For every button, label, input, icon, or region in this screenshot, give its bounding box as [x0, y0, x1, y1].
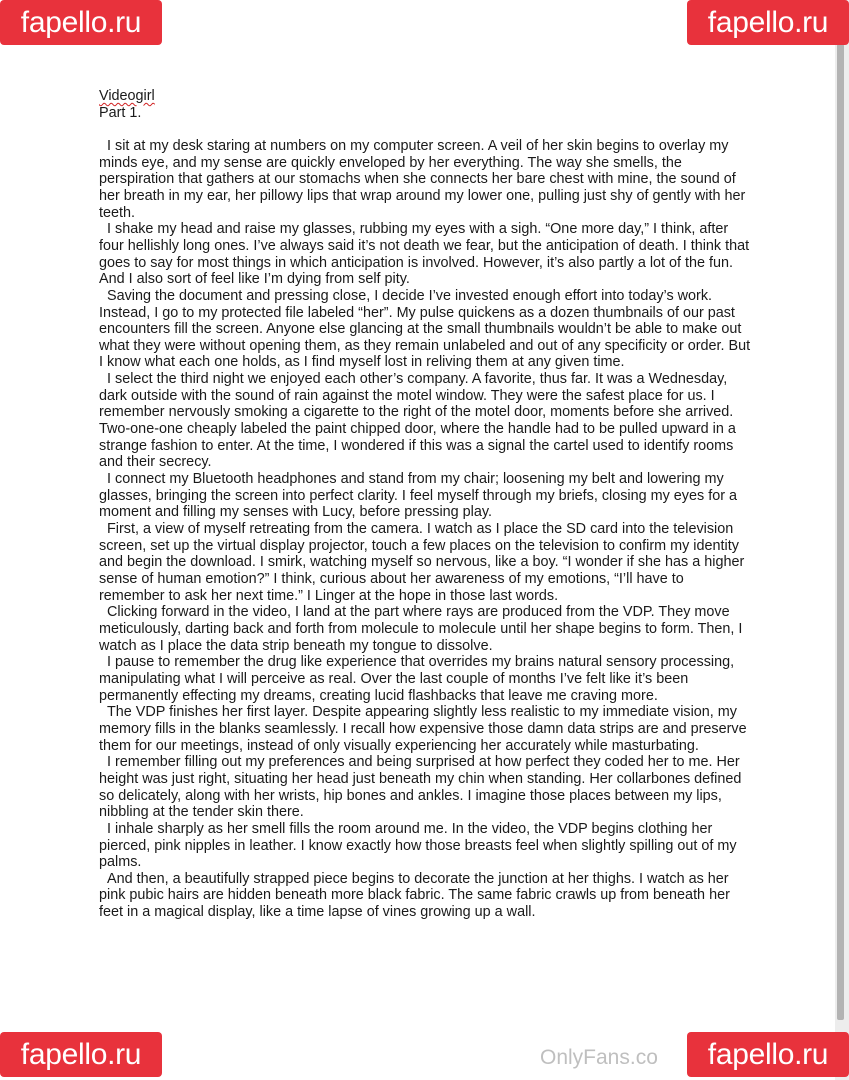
paragraph: I connect my Bluetooth headphones and stand from my chair; loosening my belt and lowering my glasses, bringing the screen into perfect clarity. I feel myself through my briefs, closing my eyes for a moment and filling my senses with Lucy, before pressing play.: [99, 471, 737, 521]
paragraph: I shake my head and raise my glasses, rubbing my eyes with a sigh. “One more day,” I think, after four hellishly long ones. I’ve always said it’s not death we fear, but the anticipation of death. I think that goes to say for most things in which anticipation is involved. However, it’s also partly a lot of the fun. And I also sort of feel like I’m dying from self pity.: [99, 221, 750, 288]
paragraph: First, a view of myself retreating from the camera. I watch as I place the SD card into the television screen, set up the virtual display projector, touch a few places on the television to confirm my identity and begin the download. I smirk, watching myself so nervous, like a boy. “I wonder if she has a higher sense of human emotion?” I think, curious about her awareness of my emotions, “I’ll have to remember to ask her next time.” I Linger at the hope in those last words.: [99, 521, 745, 604]
paragraph: I sit at my desk staring at numbers on my computer screen. A veil of her skin begins to overlay my minds eye, and my sense are quickly enveloped by her everything. The way she smells, the perspiration that gathers at our stomachs when she connects her bare chest with mine, the sound of her breath in my ear, her pillowy lips that wrap around my lower one, pulling just shy of gently with her teeth.: [99, 137, 746, 221]
paragraph: Saving the document and pressing close, I decide I’ve invested enough effort into today’s work. Instead, I go to my protected file labeled “her”. My pulse quickens as a dozen thumbnails of our past encounters fill the screen. Anyone else glancing at the small thumbnails wouldn’t be able to make out what they were without opening them, as they remain unlabeled and out of any specificity or order. But I know what each one holds, as I find myself lost in reliving them at any given time.: [99, 287, 751, 371]
document-subtitle: Part 1.: [99, 104, 142, 121]
watermark-top-right: fapello.ru: [687, 0, 849, 45]
document-title: Videogirl: [99, 88, 155, 104]
onlyfans-watermark: OnlyFans.co: [540, 1046, 658, 1069]
paragraph: I inhale sharply as her smell fills the room around me. In the video, the VDP begins clothing her pierced, pink nipples in leather. I know exactly how those breasts feel when slightly spilling out of my palms.: [99, 820, 737, 871]
document-page: [99, 88, 753, 921]
scrollbar-track[interactable]: [835, 0, 849, 1080]
watermark-top-left: fapello.ru: [0, 0, 162, 45]
paragraph: And then, a beautifully strapped piece begins to decorate the junction at her thighs. I watch as her pink pubic hairs are hidden beneath more black fabric. The same fabric crawls up from beneath her feet in a magical display, like a time lapse of vines growing up a wall.: [99, 870, 730, 921]
watermark-bottom-left: fapello.ru: [0, 1032, 162, 1077]
paragraph: I remember filling out my preferences and being surprised at how perfect they coded her to me. Her height was just right, situating her head just beneath my chin when standing. Her collarbones defined so delicately, along with her wrists, hip bones and ankles. I imagine those places between my lips, nibbling at the tender skin there.: [99, 754, 742, 821]
watermark-bottom-right: fapello.ru: [687, 1032, 849, 1077]
paragraph: I select the third night we enjoyed each other’s company. A favorite, thus far. It was a Wednesday, dark outside with the sound of rain against the motel window. They were the safest place for us. I remember nervously smoking a cigarette to the right of the motel door, moments before she arrived. Two-one-one cheaply labeled the paint chipped door, where the handle had to be pulled upward in a strange fashion to enter. At the time, I wondered if this was a signal the cartel used to identify rooms and their secrecy.: [99, 371, 736, 471]
paragraph: I pause to remember the drug like experience that overrides my brains natural sensory processing, manipulating what I will perceive as real. Over the last couple of months I’ve felt like it’s been permanently effecting my dreams, creating lucid flashbacks that leave me craving more.: [99, 654, 735, 704]
scrollbar-thumb[interactable]: [837, 44, 844, 1020]
paragraph: The VDP finishes her first layer. Despite appearing slightly less realistic to my immediate vision, my memory fills in the blanks seamlessly. I recall how expensive those damn data strips are and preserve them for our meetings, instead of only visually experiencing her accurately while masturbating.: [99, 704, 747, 754]
paragraph: Clicking forward in the video, I land at the part where rays are produced from the VDP. They move meticulously, darting back and forth from molecule to molecule until her shape begins to form. Then, I watch as I place the data strip beneath my tongue to dissolve.: [99, 604, 743, 654]
